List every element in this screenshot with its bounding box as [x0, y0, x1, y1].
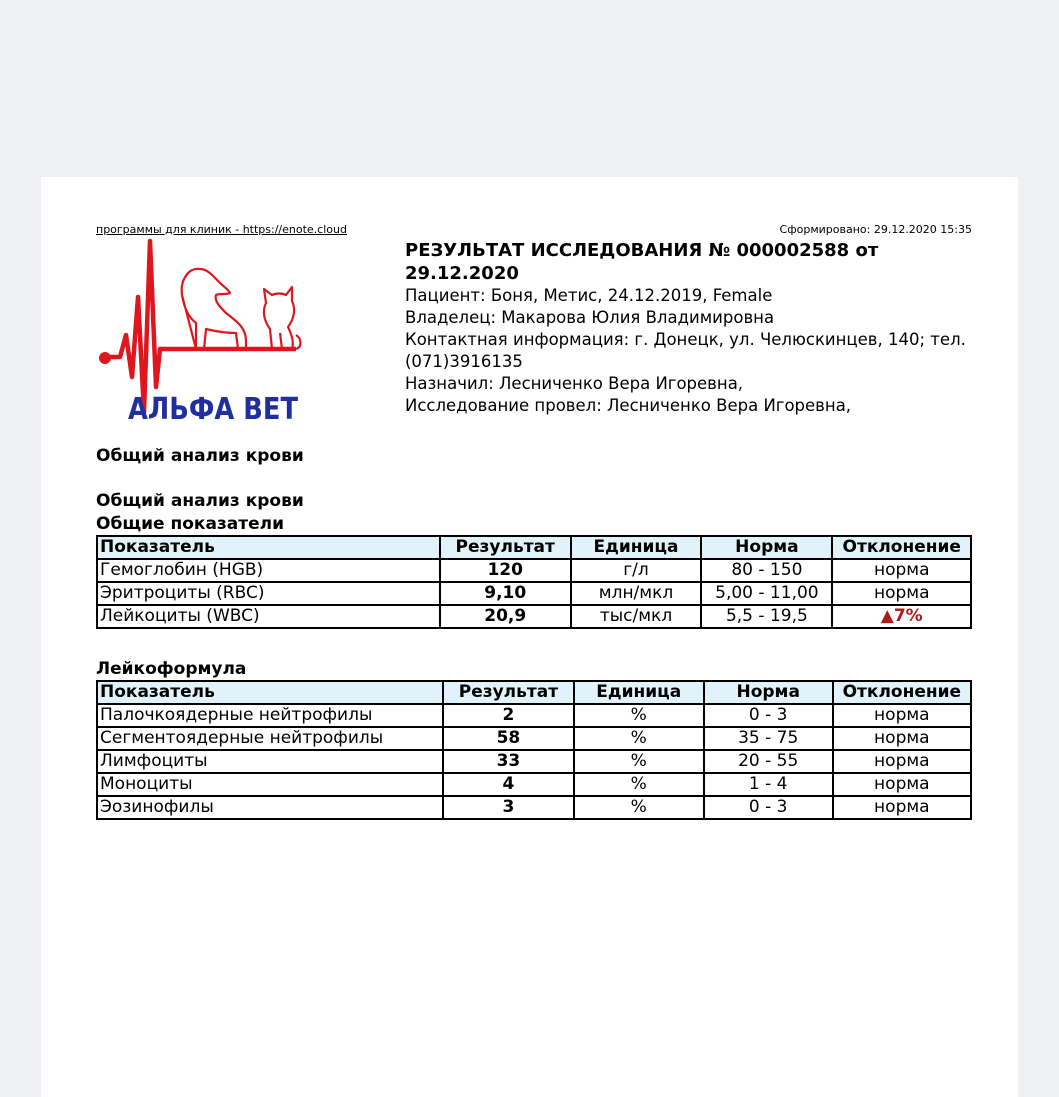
header-norm: Норма: [704, 681, 833, 704]
report-title: РЕЗУЛЬТАТ ИССЛЕДОВАНИЯ № 000002588 от 29.12.2020: [405, 240, 879, 284]
indicator-name: Моноциты: [97, 773, 443, 796]
contact-line: Контактная информация: г. Донецк, ул. Челюскинцев, 140; тел. (071)3916135: [405, 330, 966, 371]
indicator-deviation: норма: [833, 704, 971, 727]
cat-icon: [264, 287, 301, 349]
indicator-result: 2: [443, 704, 574, 727]
indicator-norm: 5,00 - 11,00: [701, 582, 832, 605]
indicator-norm: 0 - 3: [704, 796, 833, 819]
indicator-name: Лимфоциты: [97, 750, 443, 773]
indicator-norm: 5,5 - 19,5: [701, 605, 832, 628]
header-result: Результат: [443, 681, 574, 704]
generated-timestamp: Сформировано: 29.12.2020 15:35: [779, 223, 972, 236]
header-unit: Единица: [571, 536, 702, 559]
indicator-result: 9,10: [440, 582, 571, 605]
main-section-title: Общий анализ крови: [96, 446, 304, 466]
indicator-norm: 80 - 150: [701, 559, 832, 582]
header-indicator: Показатель: [97, 681, 443, 704]
report-header: [405, 239, 985, 417]
header-deviation: Отклонение: [832, 536, 971, 559]
sub-section-title: Общий анализ крови: [96, 491, 304, 511]
indicator-result: 58: [443, 727, 574, 750]
indicator-result: 4: [443, 773, 574, 796]
patient-line: Пациент: Боня, Метис, 24.12.2019, Female: [405, 286, 773, 305]
dog-icon: [182, 269, 246, 349]
table-row: [97, 704, 971, 727]
indicator-name: Палочкоядерные нейтрофилы: [97, 704, 443, 727]
header-deviation: Отклонение: [833, 681, 971, 704]
indicator-norm: 1 - 4: [704, 773, 833, 796]
indicator-deviation: норма: [833, 727, 971, 750]
leukoformula-table: [96, 680, 972, 820]
indicator-result: 33: [443, 750, 574, 773]
indicator-result: 3: [443, 796, 574, 819]
general-indicators-title: Общие показатели: [96, 514, 285, 534]
table-header-row: [97, 536, 971, 559]
indicator-norm: 35 - 75: [704, 727, 833, 750]
prescribed-by-line: Назначил: Лесниченко Вера Игоревна,: [405, 374, 744, 393]
owner-line: Владелец: Макарова Юлия Владимировна: [405, 308, 775, 327]
table-row: [97, 796, 971, 819]
indicator-deviation: норма: [833, 773, 971, 796]
indicator-deviation: норма: [832, 559, 971, 582]
indicator-name: Лейкоциты (WBC): [97, 605, 440, 628]
table-header-row: [97, 681, 971, 704]
indicator-deviation: норма: [833, 796, 971, 819]
indicator-unit: %: [574, 727, 704, 750]
indicator-unit: %: [574, 750, 704, 773]
header-unit: Единица: [574, 681, 704, 704]
leukoformula-title: Лейкоформула: [96, 659, 247, 679]
table-row: [97, 559, 971, 582]
indicator-unit: млн/мкл: [571, 582, 702, 605]
indicator-result: 120: [440, 559, 571, 582]
header-norm: Норма: [701, 536, 832, 559]
header-indicator: Показатель: [97, 536, 440, 559]
indicator-deviation: норма: [833, 750, 971, 773]
general-indicators-table: [96, 535, 972, 629]
indicator-name: Гемоглобин (HGB): [97, 559, 440, 582]
indicator-deviation: норма: [832, 582, 971, 605]
report-page: [41, 177, 1018, 1097]
indicator-unit: г/л: [571, 559, 702, 582]
performed-by-line: Исследование провел: Лесниченко Вера Игоревна,: [405, 396, 852, 415]
enote-link[interactable]: программы для клиник - https://enote.cloud: [96, 223, 347, 236]
table-row: [97, 582, 971, 605]
logo-text: АЛЬФА ВЕТ: [128, 392, 299, 427]
indicator-name: Эритроциты (RBC): [97, 582, 440, 605]
indicator-name: Эозинофилы: [97, 796, 443, 819]
header-result: Результат: [440, 536, 571, 559]
heartbeat-dot: [99, 352, 111, 364]
table-row: [97, 727, 971, 750]
indicator-unit: %: [574, 796, 704, 819]
indicator-unit: тыс/мкл: [571, 605, 702, 628]
table-row: [97, 605, 971, 628]
indicator-norm: 20 - 55: [704, 750, 833, 773]
table-row: [97, 773, 971, 796]
indicator-result: 20,9: [440, 605, 571, 628]
indicator-unit: %: [574, 704, 704, 727]
indicator-unit: %: [574, 773, 704, 796]
indicator-norm: 0 - 3: [704, 704, 833, 727]
table-row: [97, 750, 971, 773]
alfa-vet-logo: [96, 237, 306, 427]
indicator-name: Сегментоядерные нейтрофилы: [97, 727, 443, 750]
indicator-deviation-high: ▲7%: [832, 605, 971, 628]
